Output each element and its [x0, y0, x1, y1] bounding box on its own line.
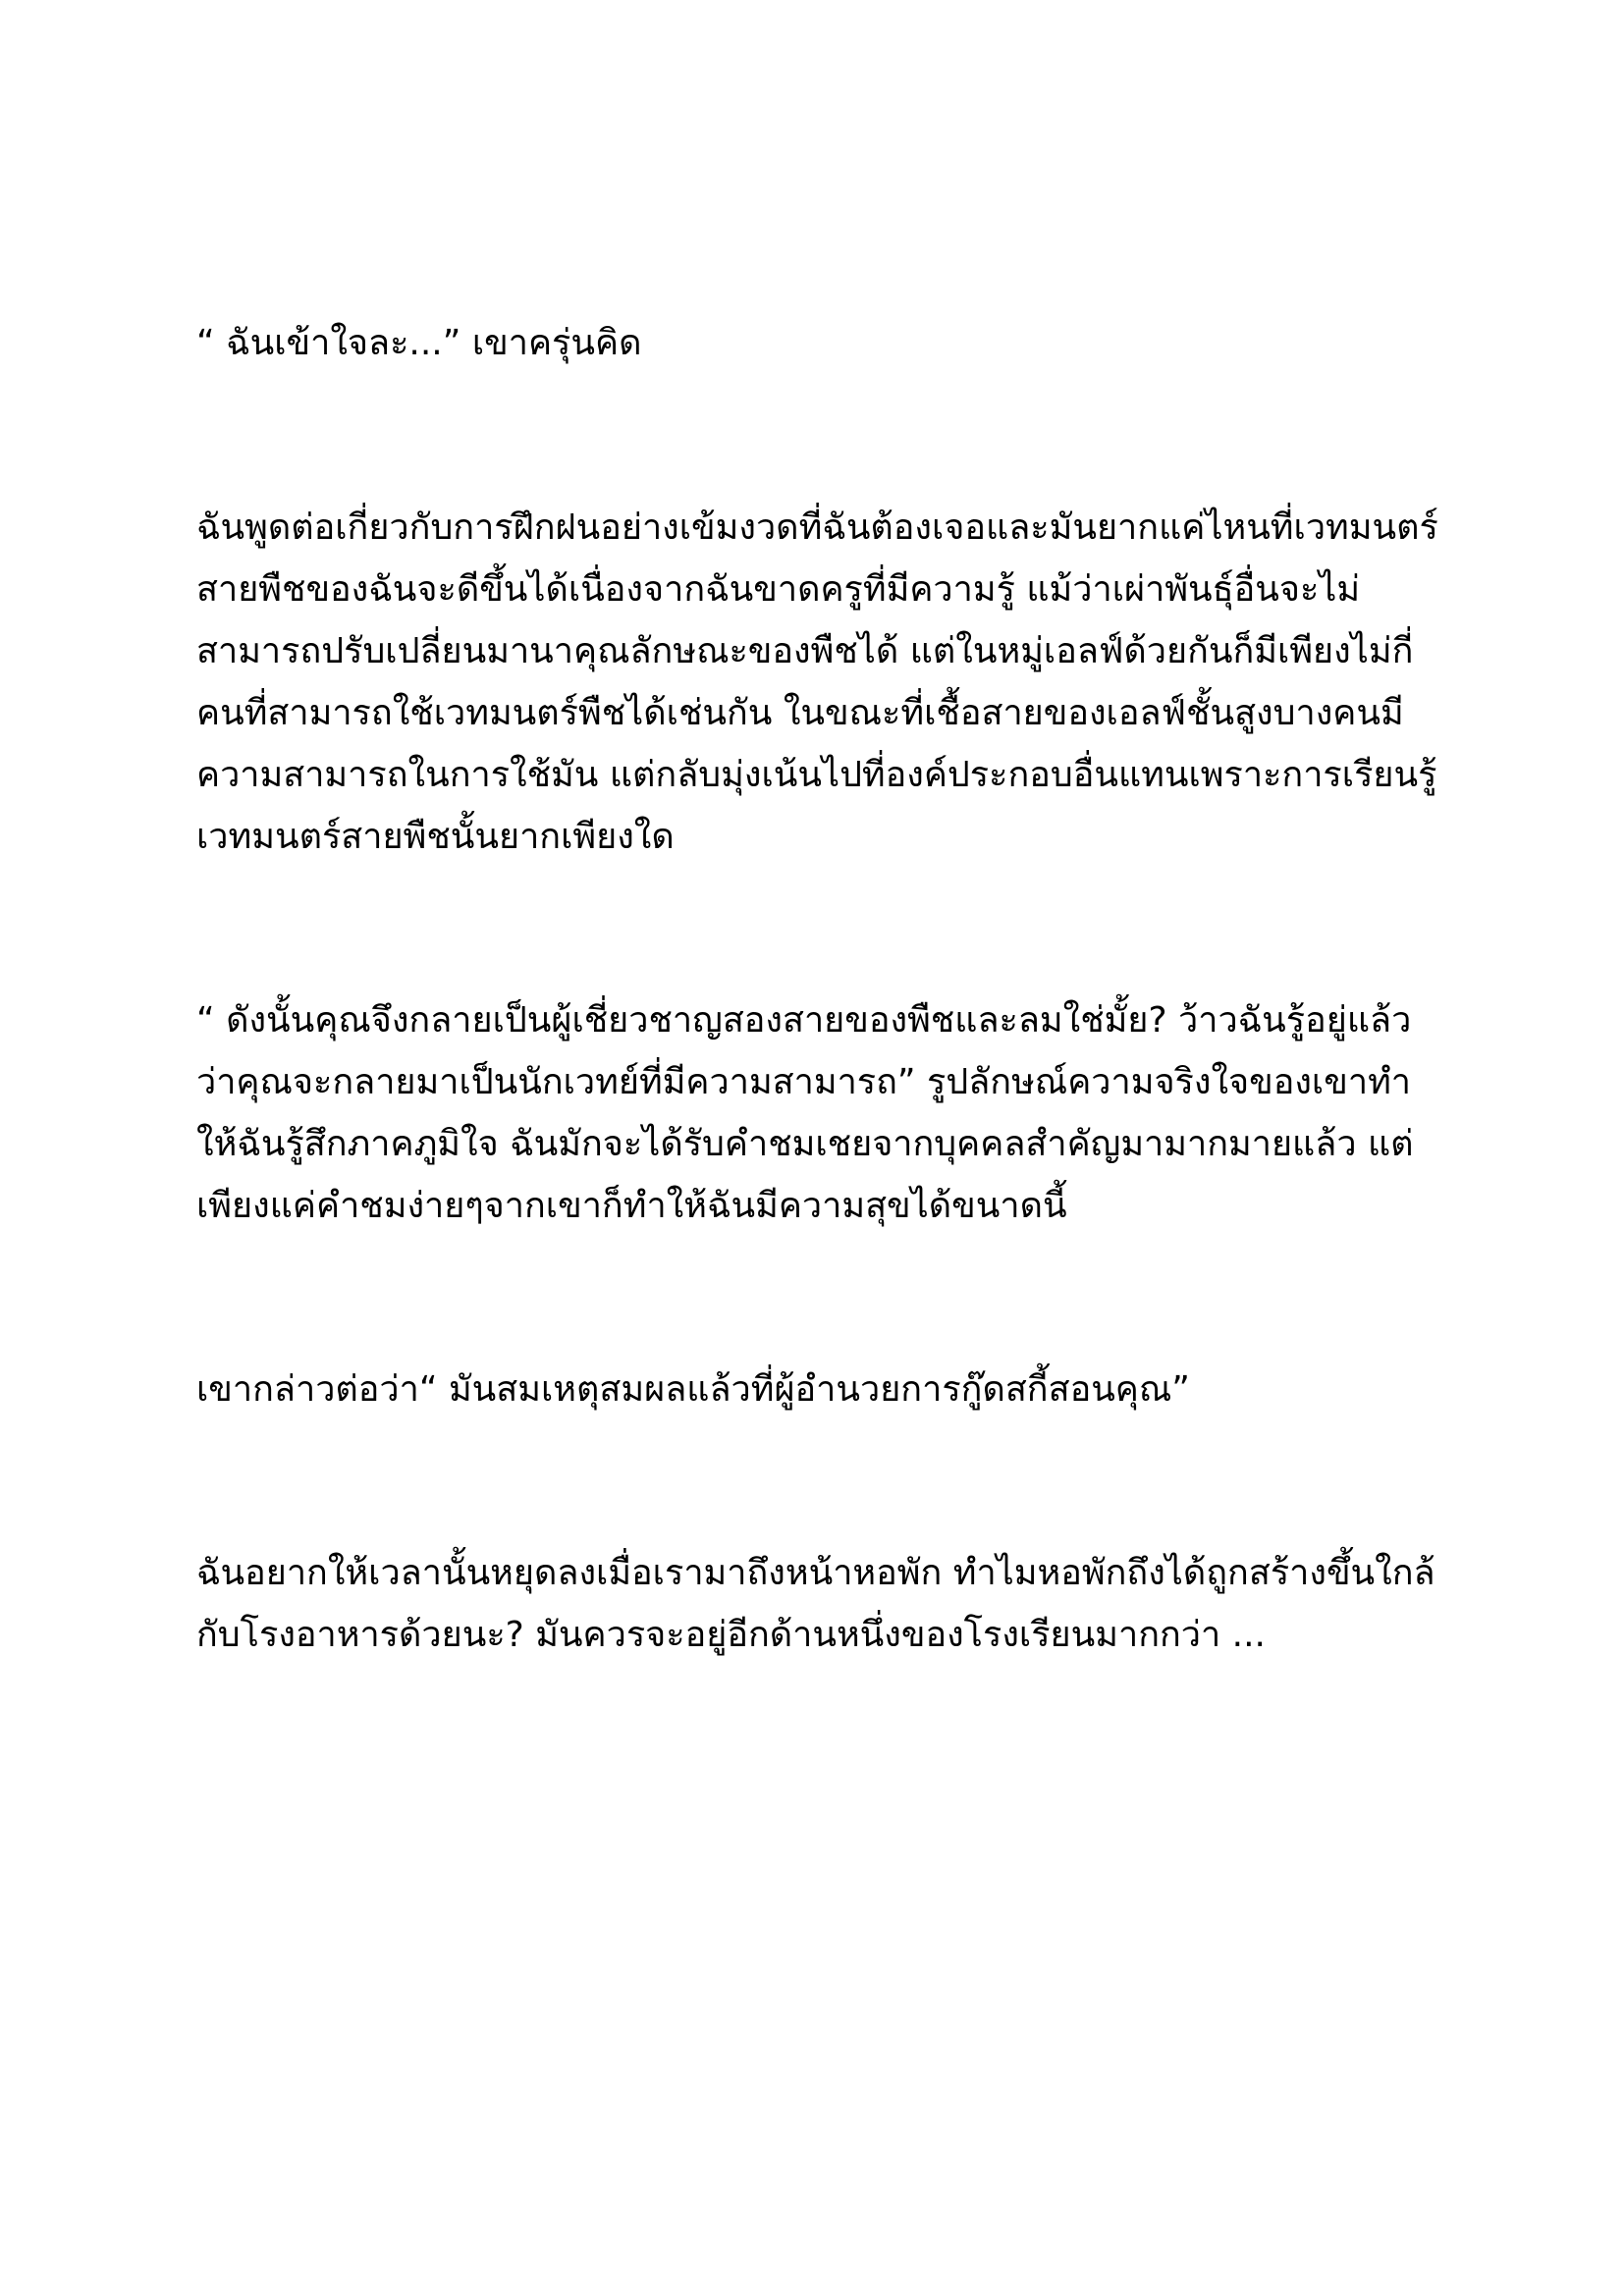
text-line: ฉันพูดต่อเกี่ยวกับการฝึกฝนอย่างเข้มงวดที่ฉันต้องเจอและมันยากแค่ไหนที่เวทมนตร์	[196, 507, 1438, 548]
text-line: เวทมนตร์สายพืชนั้นยากเพียงใด	[196, 817, 675, 857]
paragraph-dialogue-director	[196, 1359, 1434, 1420]
text-line: สามารถปรับเปลี่ยนมานาคุณลักษณะของพืชได้ แต่ในหมู่เอลฟ์ด้วยกันก็มีเพียงไม่กี่	[196, 631, 1414, 671]
text-line: ให้ฉันรู้สึกภาคภูมิใจ ฉันมักจะได้รับคำชมเชยจากบุคคลสำคัญมามากมายแล้ว แต่	[196, 1124, 1414, 1164]
text-line: คนที่สามารถใช้เวทมนตร์พืชได้เช่นกัน ในขณะที่เชื้อสายของเอลฟ์ชั้นสูงบางคนมี	[196, 693, 1404, 733]
paragraph-dormitory	[196, 1542, 1434, 1666]
paragraph-training-narrative	[196, 497, 1438, 868]
text-line: สายพืชของฉันจะดีขึ้นได้เนื่องจากฉันขาดครูที่มีความรู้ แม้ว่าเผ่าพันธุ์อื่นจะไม่	[196, 569, 1361, 610]
text-line: ความสามารถในการใช้มัน แต่กลับมุ่งเน้นไปที่องค์ประกอบอื่นแทนเพราะการเรียนรู้	[196, 755, 1437, 795]
text-line: “ ดังนั้นคุณจึงกลายเป็นผู้เชี่ยวชาญสองสายของพืชและลมใช่มั้ย? ว้าวฉันรู้อยู่แล้ว	[196, 1000, 1412, 1041]
paragraph-dialogue-expert	[196, 989, 1434, 1237]
text-line: เขากล่าวต่อว่า“ มันสมเหตุสมผลแล้วที่ผู้อำนวยการกู๊ดสกี้สอนคุณ”	[196, 1369, 1190, 1410]
text-line: กับโรงอาหารด้วยนะ? มันควรจะอยู่อีกด้านหนึ่งของโรงเรียนมากกว่า ...	[196, 1615, 1266, 1655]
text-line: เพียงแค่คำชมง่ายๆจากเขาก็ทำให้ฉันมีความสุขได้ขนาดนี้	[196, 1186, 1067, 1226]
text-line: “ ฉันเข้าใจละ...” เขาครุ่นคิด	[196, 323, 642, 363]
text-line: ฉันอยากให้เวลานั้นหยุดลงเมื่อเรามาถึงหน้าหอพัก ทำไมหอพักถึงได้ถูกสร้างขึ้นใกล้	[196, 1553, 1435, 1593]
document-body	[196, 312, 1438, 1788]
text-line: ว่าคุณจะกลายมาเป็นนักเวทย์ที่มีความสามารถ” รูปลักษณ์ความจริงใจของเขาทำ	[196, 1062, 1412, 1102]
paragraph-dialogue-understand	[196, 312, 1434, 374]
